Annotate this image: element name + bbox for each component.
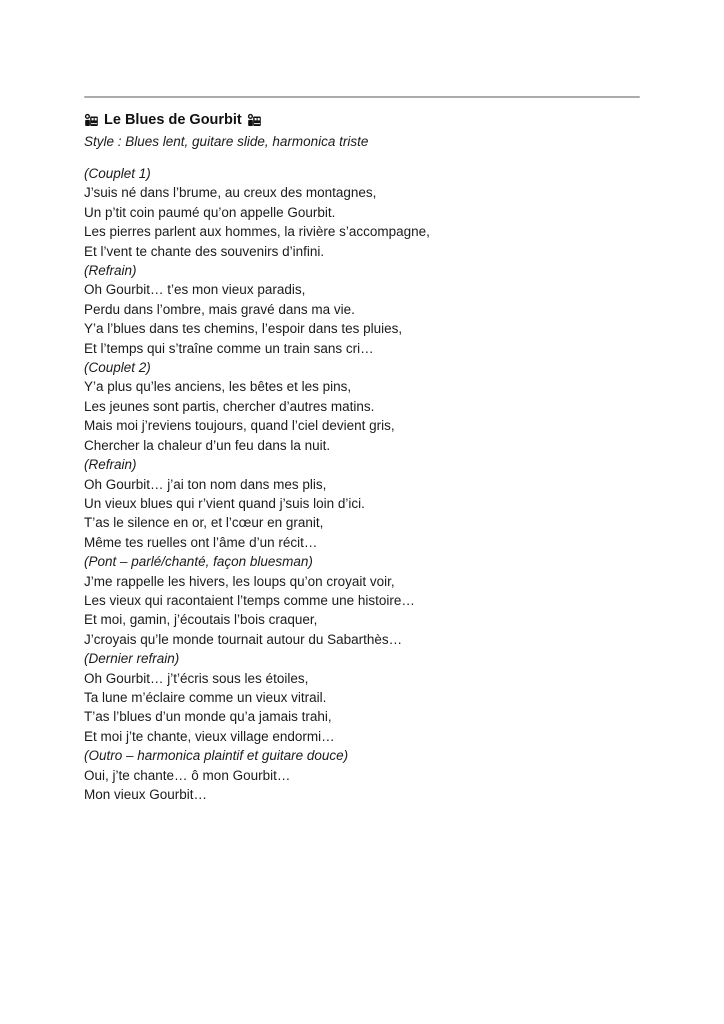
lyric-line: Chercher la chaleur d’un feu dans la nuit.: [84, 437, 331, 453]
lyrics-section: [84, 164, 640, 261]
lyrics-sections: [84, 164, 640, 804]
section-label: (Refrain): [84, 457, 137, 473]
lyric-line: Les jeunes sont partis, chercher d’autres matins.: [84, 398, 375, 414]
lyrics-section: [84, 649, 640, 746]
page-title-text: Le Blues de Gourbit: [104, 112, 242, 128]
steam-locomotive-emoji-icon: [247, 113, 262, 128]
section-label: (Couplet 2): [84, 360, 151, 376]
lyrics-section: [84, 746, 640, 804]
lyrics-section: [84, 455, 640, 552]
lyric-line: Oh Gourbit… j’t’écris sous les étoiles,: [84, 670, 309, 686]
lyric-line: Oh Gourbit… j’ai ton nom dans mes plis,: [84, 476, 327, 492]
lyric-line: Oh Gourbit… t’es mon vieux paradis,: [84, 282, 306, 298]
lyrics-section: [84, 358, 640, 455]
lyric-line: Ta lune m’éclaire comme un vieux vitrail.: [84, 689, 327, 705]
lyric-line: Et l’temps qui s’traîne comme un train sans cri…: [84, 340, 374, 356]
lyric-line: J’suis né dans l’brume, au creux des montagnes,: [84, 185, 377, 201]
lyrics-section: [84, 261, 640, 358]
lyric-line: Et l’vent te chante des souvenirs d’infini.: [84, 243, 325, 259]
lyric-line: Y’a l’blues dans tes chemins, l’espoir dans tes pluies,: [84, 321, 403, 337]
steam-locomotive-emoji-icon: [84, 113, 99, 128]
lyric-line: Les vieux qui racontaient l’temps comme une histoire…: [84, 592, 415, 608]
page-title: [84, 109, 640, 131]
lyric-line: Même tes ruelles ont l’âme d’un récit…: [84, 534, 318, 550]
section-label: (Outro – harmonica plaintif et guitare douce): [84, 748, 349, 764]
lyric-line: J’croyais qu’le monde tournait autour du Sabarthès…: [84, 631, 403, 647]
section-label: (Dernier refrain): [84, 651, 180, 667]
section-label: (Pont – parlé/chanté, façon bluesman): [84, 554, 313, 570]
lyric-line: Et moi, gamin, j’écoutais l’bois craquer,: [84, 612, 318, 628]
lyric-line: Les pierres parlent aux hommes, la rivière s’accompagne,: [84, 224, 430, 240]
lyric-line: J’me rappelle les hivers, les loups qu’on croyait voir,: [84, 573, 395, 589]
lyric-line: T’as le silence en or, et l’cœur en granit,: [84, 515, 324, 531]
horizontal-rule: [84, 96, 640, 98]
lyric-line: Mon vieux Gourbit…: [84, 787, 208, 802]
section-label: (Refrain): [84, 263, 137, 279]
style-note: Style : Blues lent, guitare slide, harmonica triste: [84, 134, 369, 149]
section-label: (Couplet 1): [84, 166, 151, 181]
lyric-line: Et moi j’te chante, vieux village endormi…: [84, 728, 335, 744]
lyric-line: Perdu dans l’ombre, mais gravé dans ma vie.: [84, 301, 355, 317]
lyric-line: Y’a plus qu’les anciens, les bêtes et les pins,: [84, 379, 352, 395]
lyric-line: Un p’tit coin paumé qu’on appelle Gourbit.: [84, 204, 336, 220]
lyric-line: Oui, j’te chante… ô mon Gourbit…: [84, 767, 291, 783]
lyric-line: T’as l’blues d’un monde qu’a jamais trahi,: [84, 709, 332, 725]
lyrics-section: [84, 552, 640, 649]
lyric-line: Un vieux blues qui r’vient quand j’suis loin d’ici.: [84, 495, 365, 511]
lyric-line: Mais moi j’reviens toujours, quand l’ciel devient gris,: [84, 418, 395, 434]
